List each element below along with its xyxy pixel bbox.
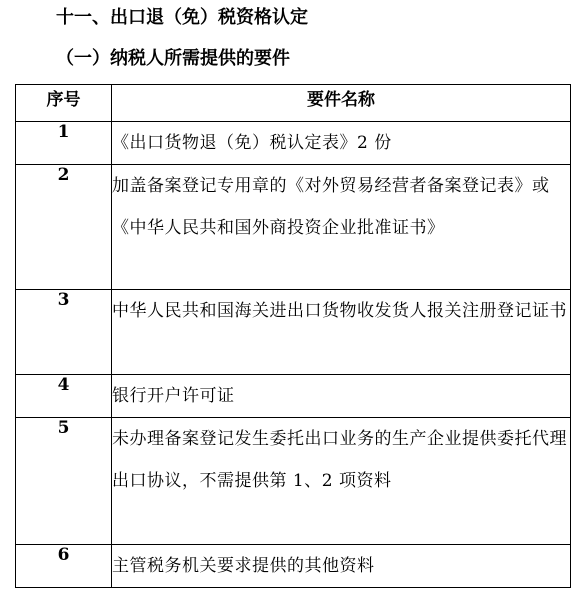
row-number: 4 — [16, 375, 112, 418]
row-number: 5 — [16, 418, 112, 545]
table-row — [16, 375, 571, 418]
requirement-name: 《出口货物退（免）税认定表》2 份 — [112, 122, 571, 165]
table-row — [16, 418, 571, 545]
requirements-table — [15, 84, 571, 588]
row-number: 6 — [16, 545, 112, 588]
section-title: 十一、出口退（免）税资格认定 — [56, 7, 308, 28]
requirement-name: 银行开户许可证 — [112, 375, 571, 418]
table-row — [16, 165, 571, 290]
table-row — [16, 545, 571, 588]
requirement-name: 主管税务机关要求提供的其他资料 — [112, 545, 571, 588]
row-number: 3 — [16, 290, 112, 375]
column-header-name: 要件名称 — [112, 85, 571, 122]
requirement-name: 加盖备案登记专用章的《对外贸易经营者备案登记表》或《中华人民共和国外商投资企业批准证书》 — [112, 165, 571, 290]
column-header-number: 序号 — [16, 85, 112, 122]
table-row — [16, 122, 571, 165]
subsection-title: （一）纳税人所需提供的要件 — [56, 48, 290, 69]
requirement-name: 未办理备案登记发生委托出口业务的生产企业提供委托代理出口协议，不需提供第 1、2 项资料 — [112, 418, 571, 545]
table-row — [16, 290, 571, 375]
row-number: 1 — [16, 122, 112, 165]
requirement-name: 中华人民共和国海关进出口货物收发货人报关注册登记证书 — [112, 290, 571, 375]
table-header-row — [16, 85, 571, 122]
row-number: 2 — [16, 165, 112, 290]
